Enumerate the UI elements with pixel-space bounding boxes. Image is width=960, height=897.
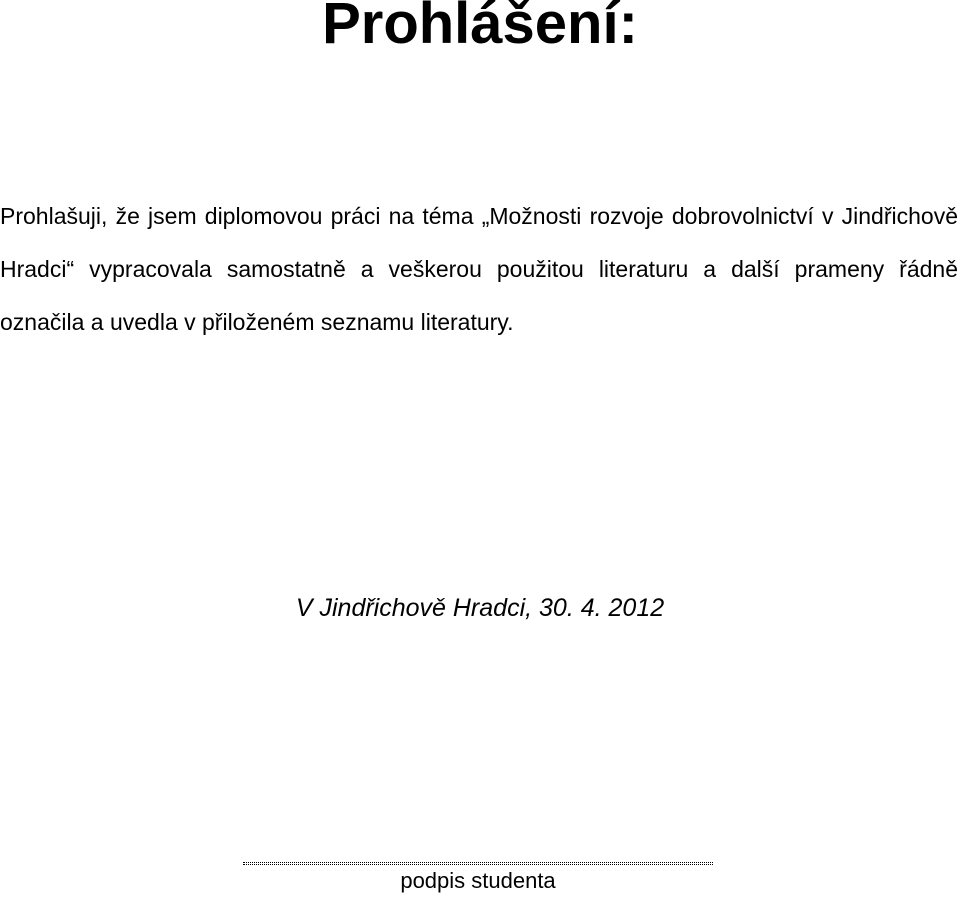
signature-block	[243, 862, 713, 896]
signature-line	[243, 862, 713, 865]
place-and-date: V Jindřichově Hradci, 30. 4. 2012	[295, 594, 665, 622]
page-title: Prohlášení:	[322, 0, 638, 56]
signature-caption: podpis studenta	[400, 868, 556, 893]
declaration-paragraph: Prohlašuji, že jsem diplomovou práci na téma „Možnosti rozvoje dobrovolnictví v Jindřichově Hradci“ vypracovala samostatně a veškerou použitou literaturu a další prameny řádně označila a uvedla v přiloženém seznamu literatury.	[0, 203, 958, 335]
